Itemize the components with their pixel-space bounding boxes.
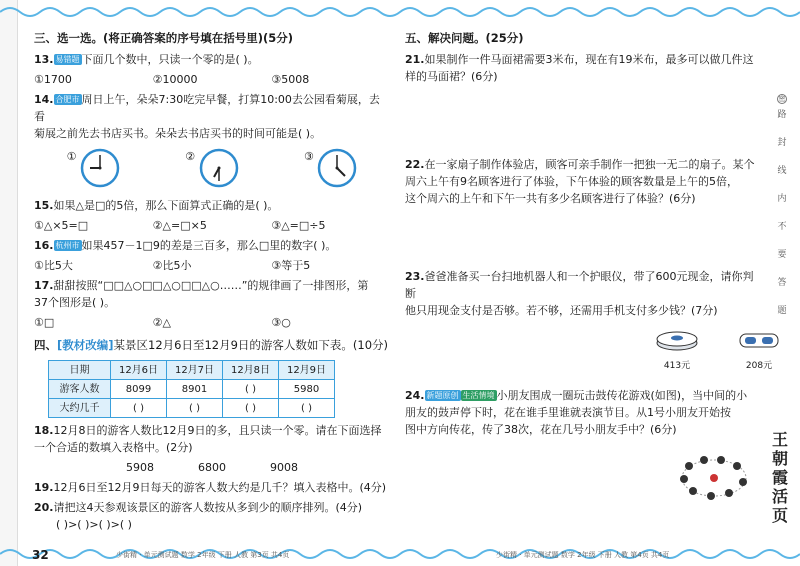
clock-option-3[interactable] (304, 148, 357, 193)
q21-line2: 样的马面裙？(6分) (405, 70, 498, 83)
q23-products (655, 329, 773, 375)
left-column (34, 30, 390, 533)
q21-number: 21. (405, 53, 425, 66)
q23-number: 23. (405, 270, 425, 283)
table-row (49, 380, 335, 399)
left-footer: 少街精 · 单元测试题 数学 2年级 下册 人教 第3页 共4页 (116, 551, 290, 559)
clock-icon (199, 148, 239, 188)
q17-line2: 37个图形是( )。 (34, 296, 116, 309)
q17-option-3[interactable]: ③○ (271, 316, 291, 329)
section-5-title: 五、解决问题。(25分) (405, 31, 524, 45)
table-header-cell: 12月9日 (279, 361, 335, 380)
seal-char: 路 (777, 110, 787, 120)
right-footer: 少街精 · 单元测试题 数学 2年级 下册 人教 第4页 共4页 (496, 551, 670, 559)
question-13 (34, 51, 390, 68)
brand-char: 王 (772, 430, 789, 449)
seal-char: 线 (777, 166, 787, 176)
table-cell: 5980 (279, 380, 335, 399)
q22-line2: 周六上午有9名顾客进行了体验，下午体验的顾客数量是上午的5倍， (405, 175, 738, 188)
seal-char: 内 (777, 194, 787, 204)
q24-tag-context: 生活情境 (462, 391, 495, 400)
q22-answer-space[interactable] (405, 207, 760, 265)
seal-char: 答 (777, 278, 787, 288)
q15-option-1[interactable]: ①△×5=□ (34, 219, 89, 232)
q17-option-1[interactable]: ①□ (34, 316, 55, 329)
q13-text: 下面几个数中，只读一个零的是( )。 (81, 53, 259, 66)
q13-tag: 易错题 (55, 55, 80, 64)
page-number: 32 (32, 548, 49, 562)
q23-line1: 爸爸准备买一台扫地机器人和一个护眼仪，带了600元现金，请你判断 (405, 270, 754, 300)
q17-number: 17. (34, 279, 54, 292)
q16-option-3[interactable]: ③等于5 (271, 259, 311, 272)
q14-line1: 周日上午，朵朵7:30吃完早餐，打算10:00去公园看菊展，去看 (34, 93, 380, 123)
q16-option-1[interactable]: ①比5大 (34, 259, 73, 272)
table-cell: 大约几千 (49, 399, 111, 418)
q24-line3: 图中方向传花，传了38次，花在几号小朋友手中？(6分) (405, 423, 677, 436)
q24-number: 24. (405, 389, 425, 402)
question-23 (405, 268, 760, 319)
q15-options (34, 217, 390, 234)
section-3-title: 三、选一选。(将正确答案的序号填在括号里)(5分) (34, 31, 294, 45)
clock-3-label: ③ (303, 150, 314, 163)
q13-option-2[interactable]: ②10000 (152, 73, 198, 86)
visitor-table (48, 360, 335, 418)
q22-line1: 在一家扇子制作体验店，顾客可亲手制作一把独一无二的扇子。某个 (424, 158, 755, 171)
table-cell-blank[interactable]: ( ) (167, 399, 223, 418)
table-header-cell: 12月6日 (111, 361, 167, 380)
q15-option-2[interactable]: ②△=□×5 (152, 219, 207, 232)
clock-icon (317, 148, 357, 188)
q18-choice[interactable]: 9008 (270, 461, 298, 474)
table-cell-blank[interactable]: ( ) (223, 399, 279, 418)
eye-massager-product (737, 329, 781, 375)
table-cell: 游客人数 (49, 380, 111, 399)
robot-vacuum-product (655, 329, 699, 375)
q18-choice[interactable]: 6800 (198, 461, 226, 474)
section-4-text: 某景区12月6日至12月9日的游客人数如下表。(10分) (113, 338, 389, 352)
seal-char: 封 (777, 138, 787, 148)
brand-logo (772, 430, 796, 525)
section-4-title (34, 337, 390, 354)
q21-line1: 如果制作一件马面裙需要3米布，现在有19米布，最多可以做几件这 (424, 53, 754, 66)
clock-1-label: ① (66, 150, 77, 163)
seal-line-strip (771, 90, 793, 318)
section-4-tag: [教材改编] (57, 338, 114, 352)
question-17 (34, 277, 390, 311)
q22-line3: 这个周六的上午和下午一共有多少名顾客进行了体验？(6分) (405, 192, 696, 205)
q17-options (34, 314, 390, 331)
question-22 (405, 156, 760, 207)
table-cell: 8901 (167, 380, 223, 399)
eye-massager-icon (737, 329, 781, 351)
q14-number: 14. (34, 93, 54, 106)
q20-answer-blanks[interactable]: ( )>( )>( )>( ) (56, 518, 132, 531)
q20-text: 请把这4天参观该景区的游客人数按从多到少的顺序排列。(4分) (53, 501, 363, 514)
table-cell-blank[interactable]: ( ) (111, 399, 167, 418)
q19-text: 12月6日至12月9日每天的游客人数大约是几千？填入表格中。(4分) (53, 481, 387, 494)
seal-char: 要 (777, 250, 787, 260)
q18-choice[interactable]: 5908 (126, 461, 154, 474)
q14-line2: 菊展之前先去书店买书。朵朵去书店买书的时间可能是( )。 (34, 127, 322, 140)
q24-line2: 朋友的鼓声停下时，花在谁手里谁就表演节目。从1号小朋友开始按 (405, 406, 731, 419)
table-header-row (49, 361, 335, 380)
table-row (49, 399, 335, 418)
clock-option-1[interactable] (67, 148, 120, 193)
question-14 (34, 91, 390, 142)
question-24 (405, 387, 760, 438)
q18-number-choices (34, 459, 390, 476)
q15-option-3[interactable]: ③△=□÷5 (271, 219, 326, 232)
q18-number: 18. (34, 424, 54, 437)
table-cell-blank[interactable]: ( ) (279, 399, 335, 418)
table-cell-blank[interactable]: ( ) (223, 380, 279, 399)
question-19 (34, 479, 390, 496)
top-wave-border (0, 0, 800, 24)
right-column (405, 30, 773, 438)
brand-char: 活 (772, 487, 789, 506)
q18-line2: 一个合适的数填入表格中。(2分) (34, 441, 193, 454)
q17-option-2[interactable]: ②△ (152, 316, 171, 329)
clock-2-label: ② (185, 150, 196, 163)
question-20 (34, 499, 390, 533)
brand-char: 页 (772, 506, 789, 525)
q23-line2: 他只用现金支付是否够。若不够，还需用手机支付多少钱？(7分) (405, 304, 718, 317)
table-header-cell: 12月8日 (223, 361, 279, 380)
q24-line1: 小朋友围成一圈玩击鼓传花游戏(如图)，当中间的小 (496, 389, 748, 402)
robot-vacuum-icon (655, 329, 699, 351)
binding-strip (0, 0, 18, 566)
q16-tag: 杭州市 (55, 241, 80, 250)
brand-char: 朝 (772, 449, 789, 468)
clock-option-2[interactable] (185, 148, 238, 193)
q13-option-3[interactable]: ③5008 (271, 73, 310, 86)
q15-number: 15. (34, 199, 54, 212)
question-16 (34, 237, 390, 254)
table-header-cell: 12月7日 (167, 361, 223, 380)
table-cell: 8099 (111, 380, 167, 399)
q16-options (34, 257, 390, 274)
eye-massager-price: 208元 (745, 361, 773, 371)
q16-option-2[interactable]: ②比5小 (152, 259, 192, 272)
q13-number: 13. (34, 53, 54, 66)
robot-vacuum-price: 413元 (663, 361, 691, 371)
q21-answer-space[interactable] (405, 85, 760, 153)
question-18 (34, 422, 390, 456)
q16-text: 如果457－1□9的差是三百多，那么□里的数字( )。 (81, 239, 337, 252)
q17-line1: 甜甜按照“□□△○□□△○□□△○……”的规律画了一排图形，第 (53, 279, 369, 292)
q18-line1: 12月8日的游客人数比12月9日的多，且只读一个零。请在下面选择 (53, 424, 382, 437)
seal-char: 题 (777, 306, 787, 316)
q13-option-1[interactable]: ①1700 (34, 73, 72, 86)
seal-mark: 密 (778, 95, 786, 103)
q24-tag-new: 新题原创 (426, 391, 459, 400)
q22-number: 22. (405, 158, 425, 171)
brand-char: 霞 (772, 468, 789, 487)
question-21 (405, 51, 760, 85)
question-15 (34, 197, 390, 214)
clock-icon (80, 148, 120, 188)
q14-clocks (34, 148, 390, 193)
table-header-cell: 日期 (49, 361, 111, 380)
seal-char: 不 (777, 222, 787, 232)
children-circle-illustration (669, 446, 759, 506)
q14-tag: 合肥市 (55, 95, 80, 104)
q16-number: 16. (34, 239, 54, 252)
q19-number: 19. (34, 481, 54, 494)
q13-options (34, 71, 390, 88)
section-4-number: 四、 (34, 338, 57, 352)
q20-number: 20. (34, 501, 54, 514)
q15-text: 如果△是□的5倍，那么下面算式正确的是( )。 (53, 199, 279, 212)
